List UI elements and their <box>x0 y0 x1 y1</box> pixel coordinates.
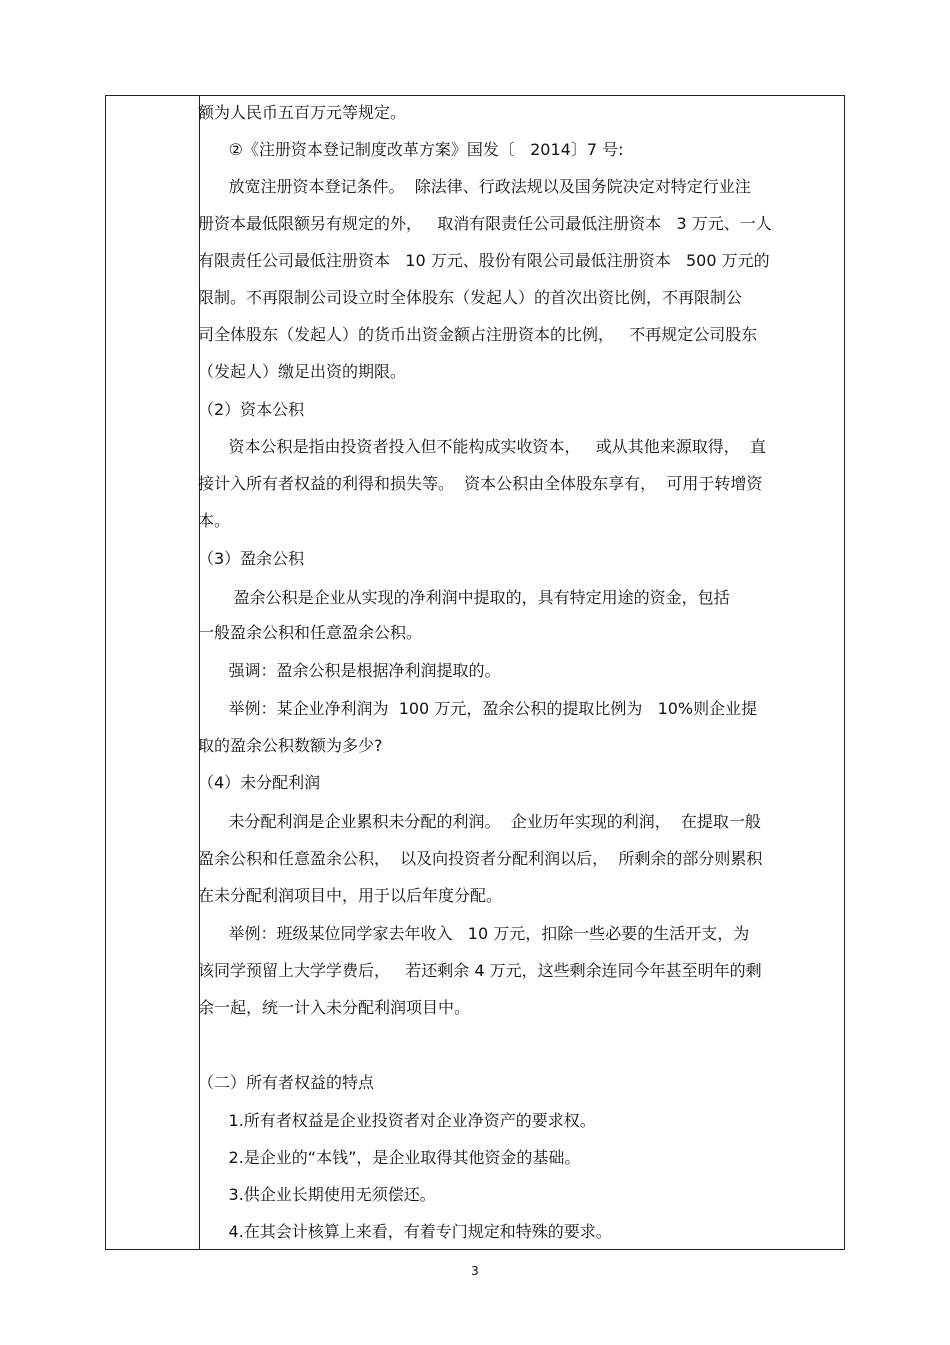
text-line: 一般盈余公积和任意盈余公积。 <box>198 623 423 642</box>
section-heading: （4）未分配利润 <box>198 773 321 792</box>
list-item: 2.是企业的“本钱”，是企业取得其他资金的基础。 <box>198 1148 581 1167</box>
text-line: 本。 <box>198 511 231 530</box>
text-line: 盈余公积和任意盈余公积， 以及向投资者分配利润以后， 所剩余的部分则累积 <box>198 849 763 868</box>
text-line: 举例：某企业净利润为 100 万元，盈余公积的提取比例为 10%则企业提 <box>198 699 758 718</box>
text-line: 取的盈余公积数额为多少? <box>198 736 383 755</box>
section-heading: （3）盈余公积 <box>198 549 305 568</box>
page-number: 3 <box>471 1264 479 1278</box>
text-line: （发起人）缴足出资的期限。 <box>198 362 407 381</box>
text-line: ②《注册资本登记制度改革方案》国发〔 2014〕7 号: <box>198 140 624 159</box>
text-line: 放宽注册资本登记条件。 除法律、行政法规以及国务院决定对特定行业注 <box>198 177 751 196</box>
text-line: 未分配利润是企业累积未分配的利润。 企业历年实现的利润， 在提取一般 <box>198 812 761 831</box>
text-line: 该同学预留上大学学费后， 若还剩余 4 万元，这些剩余连同今年甚至明年的剩 <box>198 961 762 980</box>
text-line: 司全体股东（发起人）的货币出资金额占注册资本的比例， 不再规定公司股东 <box>198 325 758 344</box>
text-line: 额为人民币五百万元等规定。 <box>198 103 407 122</box>
list-item: 4.在其会计核算上来看，有着专门规定和特殊的要求。 <box>198 1222 612 1241</box>
text-line: 接计入所有者权益的利得和损失等。 资本公积由全体股东享有， 可用于转增资 <box>198 474 763 493</box>
list-item: 1.所有者权益是企业投资者对企业净资产的要求权。 <box>198 1111 596 1130</box>
text-line: 在未分配利润项目中，用于以后年度分配。 <box>198 886 503 905</box>
text-line: 资本公积是指由投资者投入但不能构成实收资本， 或从其他来源取得， 直 <box>198 437 766 456</box>
text-line: 限制。不再限制公司设立时全体股东（发起人）的首次出资比例，不再限制公 <box>198 288 743 307</box>
text-line: 举例：班级某位同学家去年收入 10 万元，扣除一些必要的生活开支，为 <box>198 924 750 943</box>
section-heading: （二）所有者权益的特点 <box>198 1073 375 1092</box>
section-heading: （2）资本公积 <box>198 400 305 419</box>
text-line: 余一起，统一计入未分配利润项目中。 <box>198 998 471 1017</box>
text-line: 有限责任公司最低注册资本 10 万元、股份有限公司最低注册资本 500 万元的 <box>198 251 770 270</box>
text-line: 强调：盈余公积是根据净利润提取的。 <box>198 661 501 680</box>
text-line: 册资本最低限额另有规定的外， 取消有限责任公司最低注册资本 3 万元、一人 <box>198 214 772 233</box>
text-line: 盈余公积是企业从实现的净利润中提取的，具有特定用途的资金，包括 <box>198 588 730 607</box>
list-item: 3.供企业长期使用无须偿还。 <box>198 1185 436 1204</box>
